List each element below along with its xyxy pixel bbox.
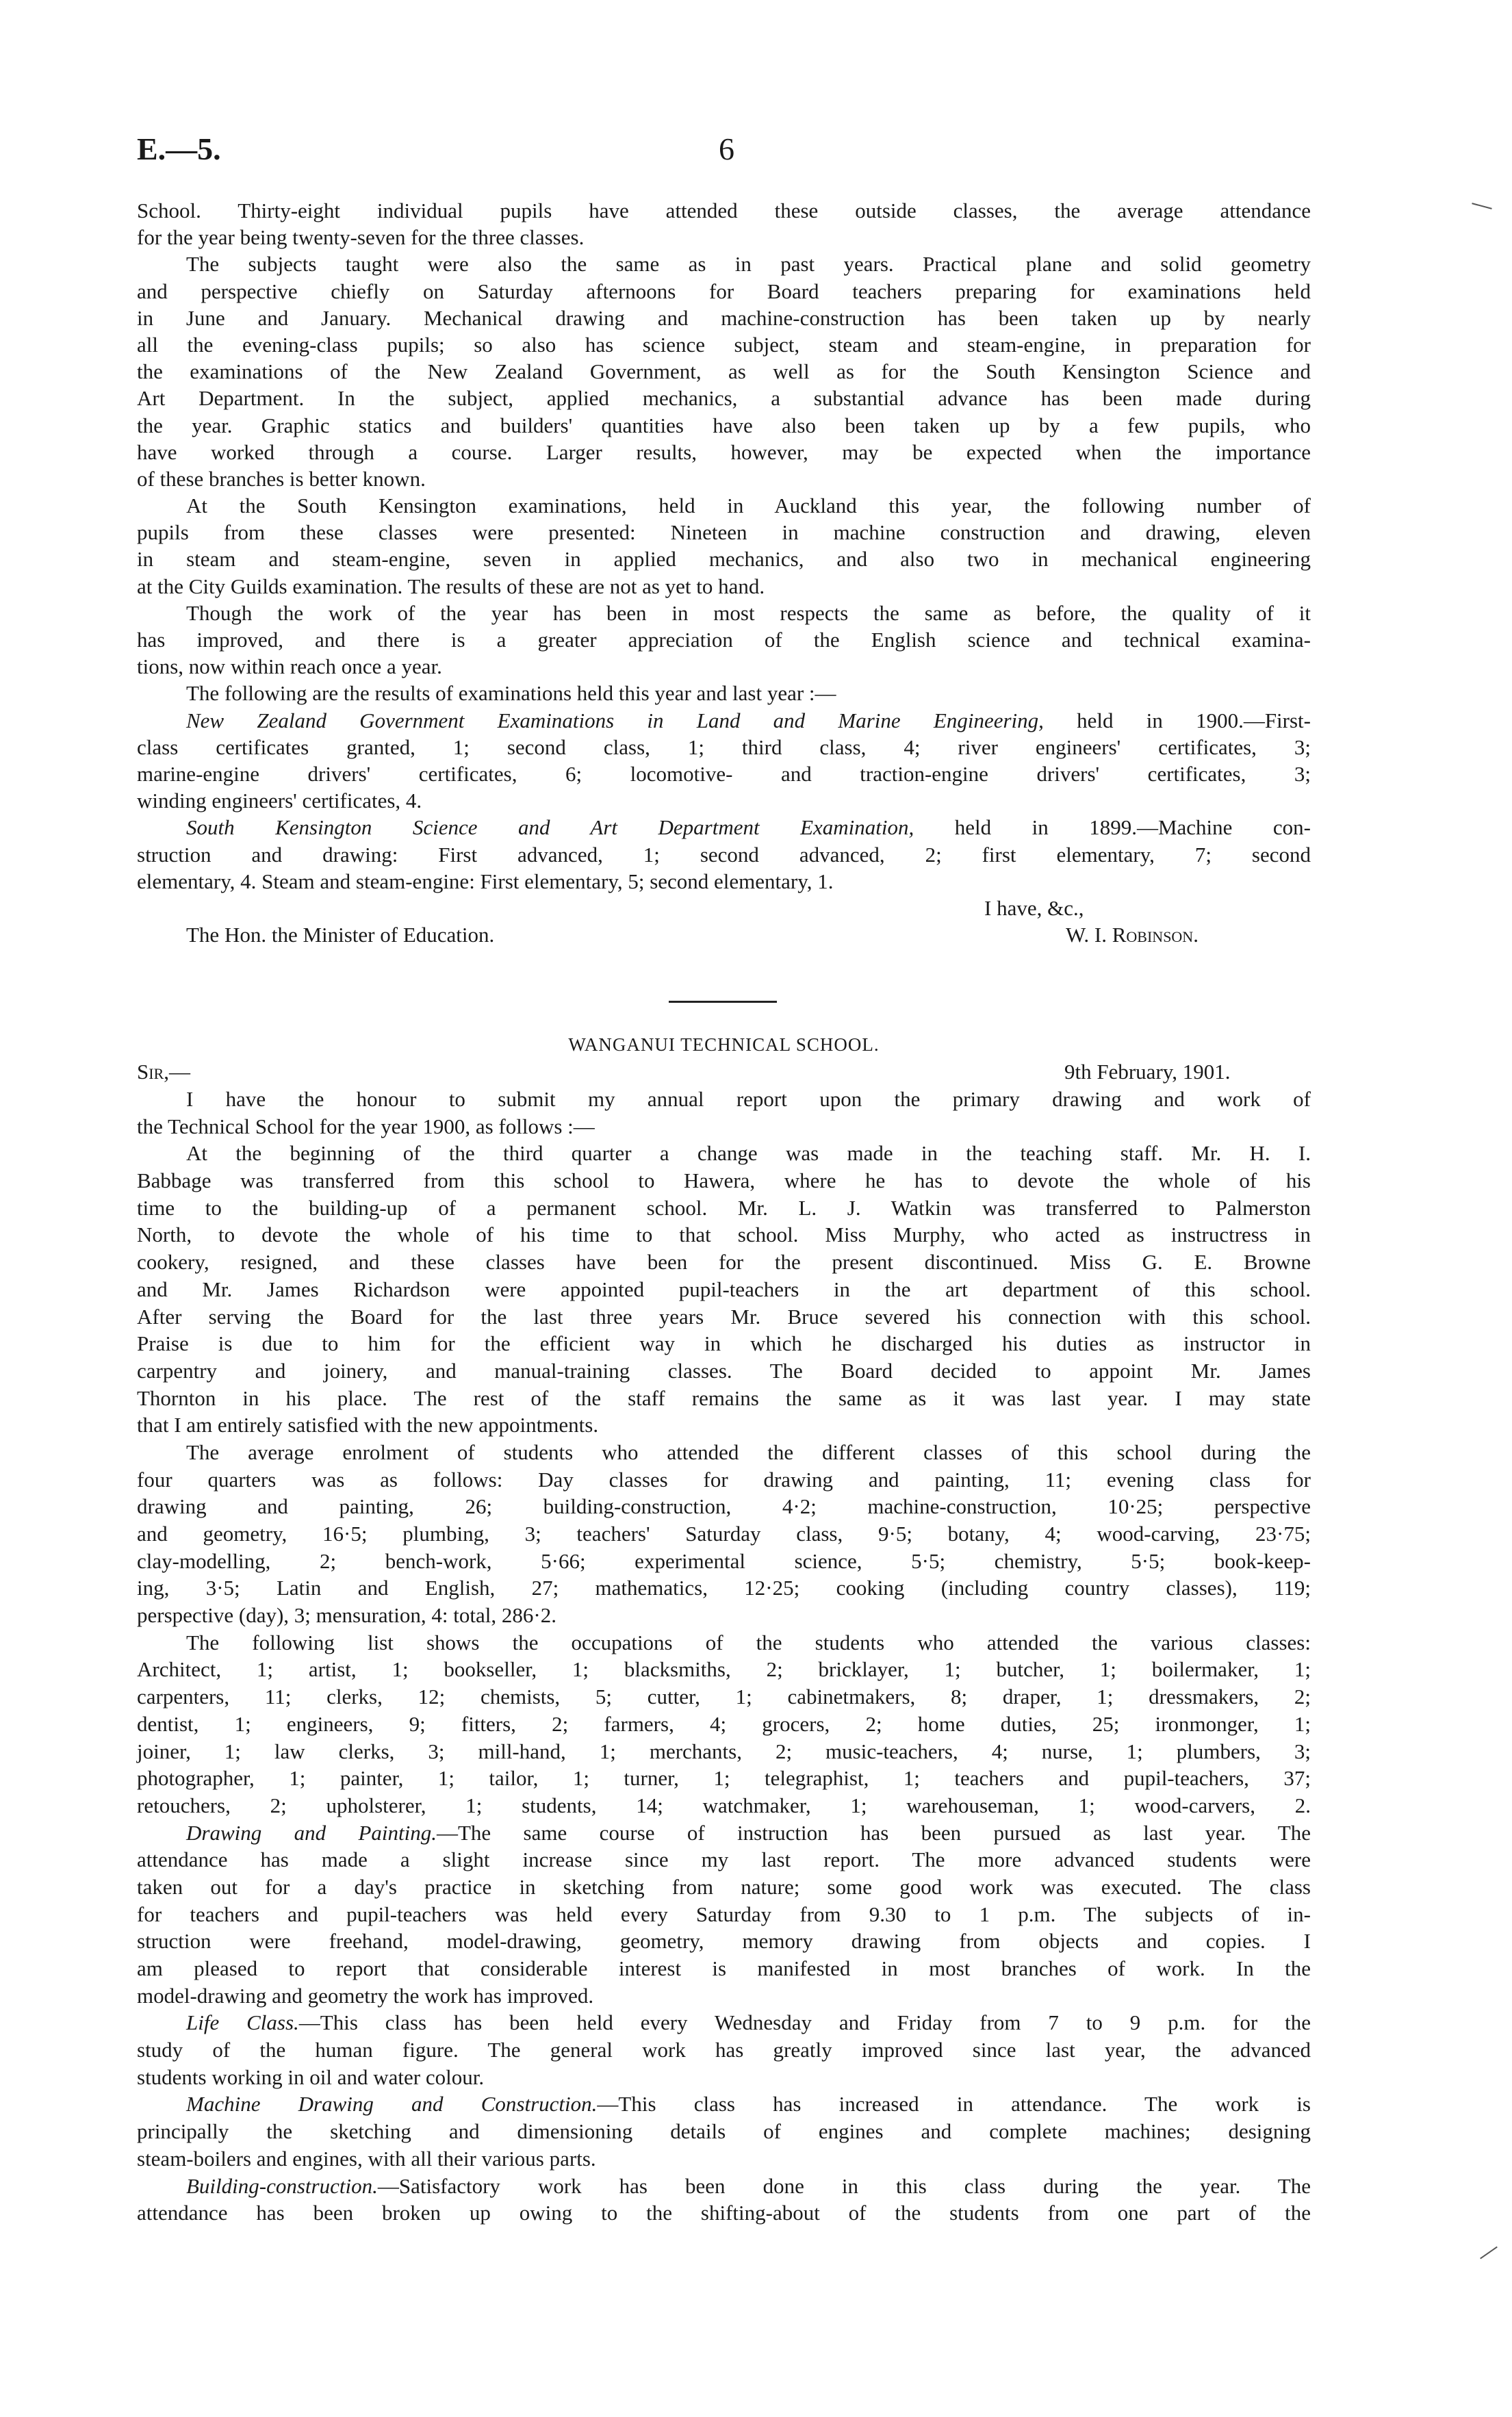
text-line	[137, 439, 1311, 465]
line-text: —The same course of instruction has been pursued as last year. The	[436, 1820, 1311, 1845]
line-text: The following are the results of examinations held this year and last year :—	[186, 681, 836, 706]
text-line	[137, 841, 1311, 868]
line-text: elementary, 4. Steam and steam-engine: First elementary, 5; second elementary, 1.	[137, 869, 834, 893]
text-line	[137, 2118, 1311, 2145]
line-text: The following list shows the occupations of the students who attended the various classes:	[186, 1630, 1311, 1654]
text-line	[137, 680, 1311, 706]
text-line	[137, 1629, 1311, 1657]
line-text: The average enrolment of students who attended the different classes of this school during the	[186, 1440, 1311, 1464]
text-line	[137, 1249, 1311, 1276]
line-text: ing, 3·5; Latin and English, 27; mathematics, 12·25; cooking (including country classes), 119;	[137, 1576, 1311, 1600]
line-text: for the year being twenty-seven for the three classes.	[137, 225, 585, 250]
text-line	[137, 760, 1311, 787]
text-line	[137, 1520, 1311, 1548]
italic-heading: South Kensington Science and Art Department Examination,	[186, 815, 914, 840]
text-line	[137, 1819, 1311, 1847]
addressee: The Hon. the Minister of Education.	[186, 923, 495, 947]
text-line	[137, 251, 1311, 277]
line-text: tions, now within reach once a year.	[137, 654, 442, 679]
line-text: four quarters was as follows: Day classes for drawing and painting, 11; evening class for	[137, 1467, 1311, 1492]
line-text: Architect, 1; artist, 1; bookseller, 1; blacksmiths, 2; bricklayer, 1; butcher, 1; boilermaker, 1;	[137, 1657, 1311, 1682]
text-line	[137, 1765, 1311, 1792]
text-line	[137, 1493, 1311, 1520]
line-text: joiner, 1; law clerks, 3; mill-hand, 1; merchants, 2; music-teachers, 4; nurse, 1; plumbers, 3;	[137, 1739, 1311, 1763]
line-text: pupils from these classes were presented: Nineteen in machine construction and drawing, eleven	[137, 520, 1311, 545]
text-line	[137, 626, 1311, 653]
section-divider	[669, 1001, 777, 1003]
text-line	[137, 600, 1311, 626]
line-text: model-drawing and geometry the work has improved.	[137, 1983, 594, 2008]
line-text: At the South Kensington examinations, held in Auckland this year, the following number of	[186, 494, 1311, 518]
line-text: at the City Guilds examination. The results of these are not as yet to hand.	[137, 574, 765, 598]
text-line	[137, 653, 1311, 680]
text-line	[137, 868, 1311, 895]
line-text: I have the honour to submit my annual report upon the primary drawing and work of	[186, 1087, 1311, 1111]
text-line	[137, 1792, 1311, 1819]
margin-mark	[1472, 203, 1491, 209]
line-text: carpenters, 11; clerks, 12; chemists, 5; cutter, 1; cabinetmakers, 8; draper, 1; dressmakers, 2;	[137, 1685, 1311, 1709]
line-text: held in 1900.—First-	[1043, 708, 1311, 732]
text-line	[137, 1738, 1311, 1765]
text-line	[137, 2145, 1311, 2173]
text-line	[137, 358, 1311, 385]
report-section-1	[137, 197, 1311, 895]
line-text: North, to devote the whole of his time to that school. Miss Murphy, who acted as instructress in	[137, 1223, 1311, 1247]
italic-heading: Building-construction.	[186, 2173, 378, 2198]
line-text: After serving the Board for the last three years Mr. Bruce severed his connection with this school.	[137, 1304, 1311, 1329]
text-line	[137, 519, 1311, 546]
signature: W. I. Robinson.	[1066, 923, 1199, 947]
text-line	[137, 2199, 1311, 2227]
line-text: students working in oil and water colour.	[137, 2064, 485, 2089]
line-text: steam-boilers and engines, with all their various parts.	[137, 2146, 596, 2171]
line-text: all the evening-class pupils; so also has science subject, steam and steam-engine, in preparation for	[137, 332, 1311, 357]
text-line	[137, 385, 1311, 411]
line-text: am pleased to report that considerable interest is manifested in most branches of work. In the	[137, 1956, 1311, 1980]
text-line	[137, 331, 1311, 358]
section-title: WANGANUI TECHNICAL SCHOOL.	[568, 1034, 880, 1055]
line-text: in steam and steam-engine, seven in applied mechanics, and also two in mechanical engineering	[137, 547, 1311, 572]
text-line	[137, 2064, 1311, 2091]
text-line	[137, 707, 1311, 734]
italic-heading: Machine Drawing and Construction.	[186, 2092, 598, 2117]
text-line	[137, 1602, 1311, 1629]
text-line	[137, 1194, 1311, 1222]
salutation: Sir,—	[137, 1060, 190, 1084]
line-text: —This class has been held every Wednesday and Friday from 7 to 9 p.m. for the	[298, 2010, 1311, 2035]
line-text: Praise is due to him for the efficient way in which he discharged his duties as instructor in	[137, 1331, 1311, 1356]
line-text: attendance has made a slight increase since my last report. The more advanced students were	[137, 1847, 1311, 1872]
text-line	[137, 278, 1311, 305]
text-line	[137, 814, 1311, 841]
line-text: clay-modelling, 2; bench-work, 5·66; experimental science, 5·5; chemistry, 5·5; book-keep-	[137, 1548, 1311, 1573]
line-text: winding engineers' certificates, 4.	[137, 789, 422, 813]
text-line	[137, 1955, 1311, 1982]
line-text: struction and drawing: First advanced, 1; second advanced, 2; first elementary, 7; second	[137, 842, 1311, 867]
text-line	[137, 1656, 1311, 1683]
text-line	[137, 1711, 1311, 1738]
margin-mark	[1480, 2247, 1498, 2260]
text-line	[137, 734, 1311, 760]
line-text: and perspective chiefly on Saturday afternoons for Board teachers preparing for examinations held	[137, 279, 1311, 303]
line-text: —Satisfactory work has been done in this class during the year. The	[377, 2173, 1311, 2198]
line-text: perspective (day), 3; mensuration, 4: total, 286·2.	[137, 1603, 556, 1628]
line-text: time to the building-up of a permanent school. Mr. L. J. Watkin was transferred to Palmerston	[137, 1195, 1311, 1220]
text-line	[137, 305, 1311, 331]
line-text: the examinations of the New Zealand Government, as well as for the South Kensington Science and	[137, 359, 1311, 384]
text-line	[137, 412, 1311, 439]
line-text: Art Department. In the subject, applied mechanics, a substantial advance has been made during	[137, 386, 1311, 411]
line-text: Babbage was transferred from this school to Hawera, where he has to devote the whole of his	[137, 1168, 1311, 1193]
line-text: held in 1899.—Machine con-	[914, 815, 1311, 840]
line-text: drawing and painting, 26; building-construction, 4·2; machine-construction, 10·25; perspective	[137, 1494, 1311, 1519]
text-line	[137, 465, 1311, 492]
text-line	[137, 2009, 1311, 2036]
line-text: has improved, and there is a greater appreciation of the English science and technical examina-	[137, 628, 1311, 652]
text-line	[137, 2036, 1311, 2064]
line-text: struction were freehand, model-drawing, geometry, memory drawing from objects and copies. I	[137, 1929, 1311, 1954]
text-line	[137, 1140, 1311, 1167]
line-text: of these branches is better known.	[137, 466, 426, 491]
text-line	[137, 546, 1311, 572]
italic-heading: Life Class.	[186, 2010, 299, 2035]
text-line	[137, 1874, 1311, 1901]
line-text: and geometry, 16·5; plumbing, 3; teachers' Saturday class, 9·5; botany, 4; wood-carving, 23·75;	[137, 1522, 1311, 1546]
text-line	[137, 1086, 1311, 1113]
text-line	[137, 1439, 1311, 1466]
line-text: cookery, resigned, and these classes have been for the present discontinued. Miss G. E. Browne	[137, 1250, 1311, 1275]
text-line	[137, 1221, 1311, 1249]
text-line	[137, 1928, 1311, 1955]
text-line	[137, 1113, 1311, 1140]
text-line	[137, 1846, 1311, 1874]
line-text: in June and January. Mechanical drawing and machine-construction has been taken up by nearly	[137, 305, 1311, 330]
text-line	[137, 1683, 1311, 1711]
line-text: Though the work of the year has been in most respects the same as before, the quality of it	[186, 600, 1311, 625]
line-text: carpentry and joinery, and manual-training classes. The Board decided to appoint Mr. James	[137, 1358, 1311, 1383]
italic-heading: Drawing and Painting.	[186, 1820, 437, 1845]
text-line	[137, 1385, 1311, 1412]
line-text: principally the sketching and dimensioning details of engines and complete machines; designing	[137, 2119, 1311, 2144]
text-line	[137, 197, 1311, 224]
text-line	[137, 224, 1311, 251]
text-line	[137, 2090, 1311, 2118]
line-text: —This class has increased in attendance. The work is	[597, 2092, 1311, 2117]
line-text: photographer, 1; painter, 1; tailor, 1; turner, 1; telegraphist, 1; teachers and pupil-teachers, 37;	[137, 1766, 1311, 1791]
italic-heading: New Zealand Government Examinations in Land and Marine Engineering,	[186, 708, 1044, 732]
document-code: E.—5.	[137, 131, 221, 166]
line-text: School. Thirty-eight individual pupils have attended these outside classes, the average attendance	[137, 199, 1311, 222]
line-text: At the beginning of the third quarter a change was made in the teaching staff. Mr. H. I.	[186, 1141, 1311, 1166]
line-text: The subjects taught were also the same as in past years. Practical plane and solid geometry	[186, 252, 1311, 277]
line-text: dentist, 1; engineers, 9; fitters, 2; farmers, 4; grocers, 2; home duties, 25; ironmonger, 1;	[137, 1711, 1311, 1736]
text-line	[137, 1466, 1311, 1494]
page-number: 6	[719, 131, 734, 166]
line-text: marine-engine drivers' certificates, 6; locomotive- and traction-engine drivers' certificates, 3;	[137, 761, 1311, 786]
text-line	[137, 1982, 1311, 2010]
line-text: that I am entirely satisfied with the new appointments.	[137, 1413, 599, 1437]
text-line	[137, 1330, 1311, 1357]
letter-date: 9th February, 1901.	[1064, 1060, 1231, 1084]
text-line	[137, 1574, 1311, 1602]
text-line	[137, 1357, 1311, 1385]
text-line	[137, 1276, 1311, 1303]
line-text: taken out for a day's practice in sketching from nature; some good work was executed. The class	[137, 1874, 1311, 1899]
text-line	[137, 1411, 1311, 1439]
line-text: attendance has been broken up owing to the shifting-about of the students from one part of the	[137, 2201, 1311, 2225]
line-text: have worked through a course. Larger results, however, may be expected when the importance	[137, 439, 1311, 464]
report-section-2	[137, 1086, 1311, 2227]
line-text: class certificates granted, 1; second class, 1; third class, 4; river engineers' certificates, 3;	[137, 734, 1311, 759]
line-text: the year. Graphic statics and builders' quantities have also been taken up by a few pupils, who	[137, 413, 1311, 437]
line-text: and Mr. James Richardson were appointed pupil-teachers in the art department of this school.	[137, 1277, 1311, 1301]
line-text: Thornton in his place. The rest of the staff remains the same as it was last year. I may state	[137, 1385, 1311, 1410]
line-text: the Technical School for the year 1900, as follows :—	[137, 1114, 595, 1138]
line-text: for teachers and pupil-teachers was held every Saturday from 9.30 to 1 p.m. The subjects of in-	[137, 1902, 1311, 1926]
text-line	[137, 1167, 1311, 1194]
text-line	[137, 1548, 1311, 1575]
text-line	[137, 1303, 1311, 1331]
closing-phrase: I have, &c.,	[984, 896, 1084, 920]
text-line	[137, 492, 1311, 519]
text-line	[137, 2173, 1311, 2200]
text-line	[137, 1901, 1311, 1928]
text-line	[137, 573, 1311, 600]
line-text: study of the human figure. The general work has greatly improved since last year, the advanced	[137, 2038, 1311, 2062]
line-text: retouchers, 2; upholsterer, 1; students, 14; watchmaker, 1; warehouseman, 1; wood-carvers, 2.	[137, 1793, 1311, 1817]
text-line	[137, 787, 1311, 814]
